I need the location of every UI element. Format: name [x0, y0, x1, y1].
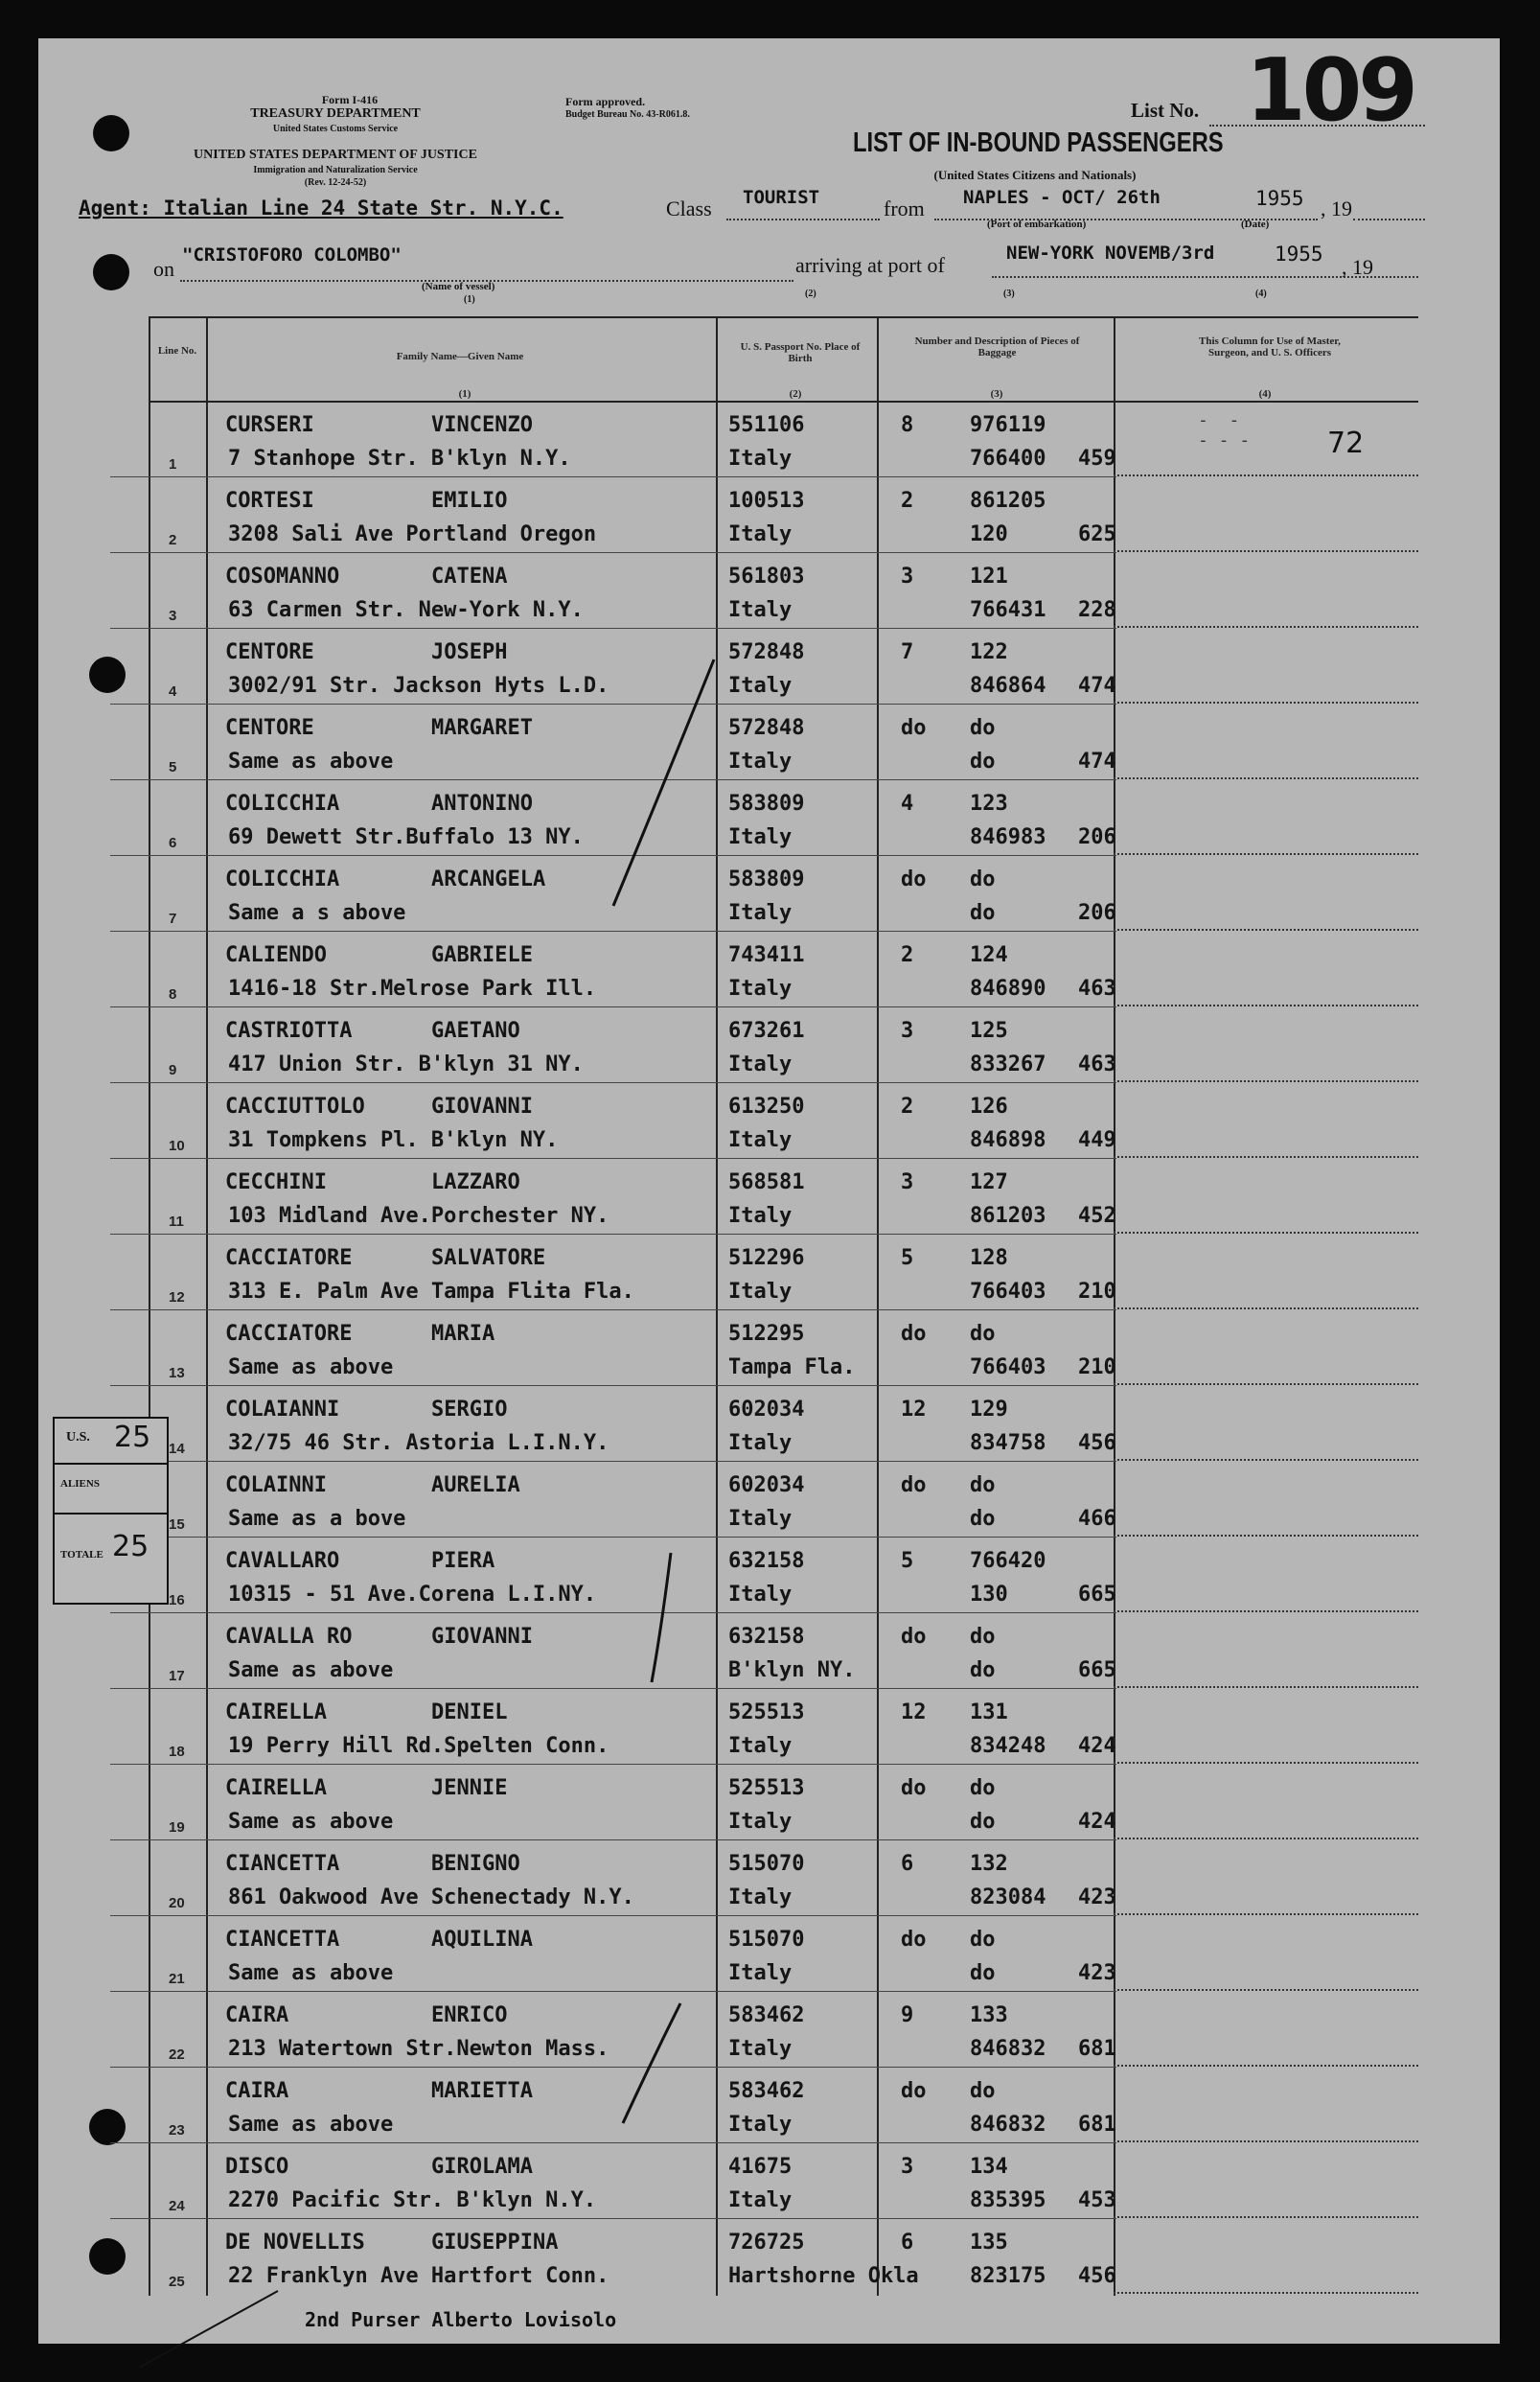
row-given-name: MARIA — [431, 1322, 495, 1346]
row-baggage-tag-2: 846832 — [970, 2037, 1046, 2061]
row-line-number: 11 — [169, 1214, 184, 1230]
row-address: Same as a bove — [228, 1507, 406, 1531]
tally-total-label: TOTALE — [60, 1549, 103, 1561]
customs-service: United States Customs Service — [272, 124, 399, 134]
row-place-of-birth: Italy — [728, 1810, 793, 1834]
row-address: 213 Watertown Str.Newton Mass. — [228, 2037, 609, 2061]
row-given-name: GAETANO — [431, 1019, 520, 1043]
row-line-number: 7 — [169, 911, 177, 927]
row-baggage-tag-1: 861205 — [970, 489, 1046, 513]
row-place-of-birth: Italy — [728, 447, 793, 471]
row-passport-no: 41675 — [728, 2155, 793, 2179]
row-baggage-tag-2: 833267 — [970, 1052, 1046, 1076]
row-address: Same as above — [228, 2113, 394, 2137]
form-number: Form I-416 — [321, 93, 379, 106]
row-baggage-tag-2: 846864 — [970, 674, 1046, 698]
row-line-number: 22 — [169, 2047, 185, 2063]
row-baggage-number: 463 — [1078, 1052, 1116, 1076]
row-baggage-pieces: 2 — [901, 943, 914, 967]
row-baggage-tag-1: 135 — [970, 2231, 1008, 2255]
row-baggage-tag-1: 125 — [970, 1019, 1008, 1043]
row-baggage-number: 424 — [1078, 1810, 1116, 1834]
row-family-name: CENTORE — [225, 640, 314, 664]
row-baggage-tag-2: 834248 — [970, 1734, 1046, 1758]
row-baggage-tag-2: do — [970, 1658, 996, 1682]
row-family-name: COLICCHIA — [225, 792, 340, 816]
row-baggage-tag-1: 126 — [970, 1095, 1008, 1119]
form-title: LIST OF IN-BOUND PASSENGERS — [853, 127, 1224, 158]
row-given-name: EMILIO — [431, 489, 508, 513]
row-baggage-tag-2: 846983 — [970, 825, 1046, 849]
row-family-name: CACCIATORE — [225, 1246, 353, 1270]
row-address: 32/75 46 Str. Astoria L.I.N.Y. — [228, 1431, 609, 1455]
row-line-number: 12 — [169, 1289, 185, 1306]
list-no-label: List No. — [1131, 99, 1200, 122]
row-baggage-pieces: 4 — [901, 792, 914, 816]
row-line-number: 10 — [169, 1138, 185, 1154]
row-passport-no: 726725 — [728, 2231, 805, 2255]
row-baggage-tag-2: 834758 — [970, 1431, 1046, 1455]
row-baggage-tag-2: do — [970, 1961, 996, 1985]
form-approved: Form approved. — [565, 95, 646, 108]
row-baggage-number: 681 — [1078, 2113, 1116, 2137]
row-given-name: GIUSEPPINA — [431, 2231, 559, 2255]
row-passport-no: 572848 — [728, 716, 805, 740]
row-baggage-pieces: 3 — [901, 565, 914, 589]
row-family-name: CECCHINI — [225, 1170, 327, 1194]
header-officers: This Column for Use of Master, Surgeon, and U. S. Officers — [1199, 335, 1341, 358]
row-baggage-pieces: do — [901, 1322, 927, 1346]
row-given-name: ANTONINO — [431, 792, 533, 816]
row-place-of-birth: Italy — [728, 1280, 793, 1304]
row-place-of-birth: B'klyn NY. — [728, 1658, 856, 1682]
row-line-number: 3 — [169, 608, 177, 624]
agent-line: Agent: Italian Line 24 State Str. N.Y.C. — [79, 197, 563, 220]
row-passport-no: 568581 — [728, 1170, 805, 1194]
row-given-name: GIOVANNI — [431, 1625, 533, 1649]
port-embarkation-caption: (Port of embarkation) — [987, 219, 1087, 230]
row-given-name: JOSEPH — [431, 640, 508, 664]
ins-service: Immigration and Naturalization Service — [253, 165, 418, 175]
row-given-name: BENIGNO — [431, 1852, 520, 1876]
row-baggage-pieces: 5 — [901, 1246, 914, 1270]
tally-aliens-label: ALIENS — [60, 1478, 100, 1490]
row-baggage-number: 449 — [1078, 1128, 1116, 1152]
row-baggage-tag-1: 122 — [970, 640, 1008, 664]
row-passport-no: 743411 — [728, 943, 805, 967]
row-address: 22 Franklyn Ave Hartfort Conn. — [228, 2264, 609, 2288]
row-baggage-pieces: do — [901, 1928, 927, 1952]
treasury-department: TREASURY DEPARTMENT — [250, 106, 421, 121]
row-place-of-birth: Tampa Fla. — [728, 1355, 856, 1379]
row-passport-no: 583462 — [728, 2003, 805, 2027]
date-caption: (Date) — [1241, 219, 1270, 230]
row-baggage-tag-2: 766403 — [970, 1280, 1046, 1304]
signature-purser: 2nd Purser Alberto Lovisolo — [305, 2308, 617, 2331]
header-col1: (1) — [458, 388, 471, 400]
row-baggage-number: 463 — [1078, 977, 1116, 1001]
row-place-of-birth: Italy — [728, 2188, 793, 2212]
row-line-number: 4 — [169, 683, 177, 700]
department-of-justice: UNITED STATES DEPARTMENT OF JUSTICE — [194, 148, 477, 162]
row-baggage-tag-2: 130 — [970, 1583, 1008, 1607]
row-address: 3208 Sali Ave Portland Oregon — [228, 522, 597, 546]
row-passport-no: 512295 — [728, 1322, 805, 1346]
row-line-number: 25 — [169, 2274, 185, 2290]
row-family-name: CAVALLA RO — [225, 1625, 353, 1649]
row-baggage-pieces: do — [901, 1625, 927, 1649]
row-address: 63 Carmen Str. New-York N.Y. — [228, 598, 584, 622]
row-family-name: CAIRELLA — [225, 1776, 327, 1800]
row-baggage-number: 206 — [1078, 825, 1116, 849]
row-baggage-pieces: 3 — [901, 2155, 914, 2179]
row-family-name: DE NOVELLIS — [225, 2231, 365, 2255]
row-place-of-birth: Italy — [728, 1961, 793, 1985]
list-number: 109 — [1246, 40, 1414, 141]
row-place-of-birth: Italy — [728, 1052, 793, 1076]
row-family-name: CAIRA — [225, 2003, 289, 2027]
row-family-name: CENTORE — [225, 716, 314, 740]
row-given-name: GIOVANNI — [431, 1095, 533, 1119]
header-baggage: Number and Description of Pieces of Baggage — [914, 335, 1080, 358]
row-baggage-number: 206 — [1078, 901, 1116, 925]
row-passport-no: 551106 — [728, 413, 805, 437]
row-baggage-number: 210 — [1078, 1355, 1116, 1379]
row-baggage-tag-1: 133 — [970, 2003, 1008, 2027]
row-baggage-tag-1: do — [970, 1473, 996, 1497]
row-passport-no: 602034 — [728, 1398, 805, 1422]
row-passport-no: 632158 — [728, 1549, 805, 1573]
row-baggage-tag-2: 766400 — [970, 447, 1046, 471]
row-passport-no: 515070 — [728, 1852, 805, 1876]
row-place-of-birth: Hartshorne Okla — [728, 2264, 919, 2288]
row-address: Same a s above — [228, 901, 406, 925]
row-address: Same as above — [228, 1658, 394, 1682]
row-baggage-number: 665 — [1078, 1583, 1116, 1607]
row-passport-no: 583462 — [728, 2079, 805, 2103]
row-passport-no: 525513 — [728, 1776, 805, 1800]
arriving-label: arriving at port of — [795, 253, 945, 277]
row-baggage-tag-1: 127 — [970, 1170, 1008, 1194]
row-given-name: LAZZARO — [431, 1170, 520, 1194]
row-baggage-number: 228 — [1078, 598, 1116, 622]
vessel-caption: (Name of vessel) — [422, 281, 495, 292]
row-place-of-birth: Italy — [728, 1885, 793, 1909]
row-family-name: COLAINNI — [225, 1473, 327, 1497]
row-baggage-pieces: do — [901, 2079, 927, 2103]
row-passport-no: 613250 — [728, 1095, 805, 1119]
row-baggage-number: 474 — [1078, 750, 1116, 774]
row-baggage-tag-2: 823175 — [970, 2264, 1046, 2288]
row-baggage-tag-2: do — [970, 750, 996, 774]
row-place-of-birth: Italy — [728, 1507, 793, 1531]
tally-us-label: U.S. — [66, 1430, 90, 1445]
row-given-name: MARGARET — [431, 716, 533, 740]
row-passport-no: 572848 — [728, 640, 805, 664]
row-baggage-tag-1: do — [970, 1928, 996, 1952]
row-baggage-number: 459 — [1078, 447, 1116, 471]
row-family-name: CIANCETTA — [225, 1928, 340, 1952]
row-address: 7 Stanhope Str. B'klyn N.Y. — [228, 447, 571, 471]
tally-total-value: 25 — [112, 1530, 149, 1563]
row-family-name: CAVALLARO — [225, 1549, 340, 1573]
row-baggage-tag-1: do — [970, 1322, 996, 1346]
row-given-name: SERGIO — [431, 1398, 508, 1422]
row-baggage-pieces: do — [901, 716, 927, 740]
row-family-name: COLICCHIA — [225, 867, 340, 891]
from-year: 1955 — [1255, 187, 1304, 210]
row-place-of-birth: Italy — [728, 750, 793, 774]
row-given-name: PIERA — [431, 1549, 495, 1573]
on-label: on — [153, 257, 174, 281]
row-given-name: AURELIA — [431, 1473, 520, 1497]
row-baggage-number: 466 — [1078, 1507, 1116, 1531]
row-baggage-pieces: 8 — [901, 413, 914, 437]
row-baggage-tag-1: 131 — [970, 1700, 1008, 1724]
row-place-of-birth: Italy — [728, 977, 793, 1001]
row-baggage-tag-1: do — [970, 2079, 996, 2103]
row-baggage-number: 665 — [1078, 1658, 1116, 1682]
row-line-number: 9 — [169, 1062, 177, 1078]
row-baggage-tag-1: do — [970, 1776, 996, 1800]
row-baggage-number: 456 — [1078, 1431, 1116, 1455]
row-given-name: SALVATORE — [431, 1246, 546, 1270]
row-address: 31 Tompkens Pl. B'klyn NY. — [228, 1128, 559, 1152]
row-place-of-birth: Italy — [728, 825, 793, 849]
row-address: Same as above — [228, 750, 394, 774]
row-given-name: VINCENZO — [431, 413, 533, 437]
row-baggage-number: 210 — [1078, 1280, 1116, 1304]
row-given-name: ARCANGELA — [431, 867, 546, 891]
row-address: 69 Dewett Str.Buffalo 13 NY. — [228, 825, 584, 849]
row-baggage-tag-1: do — [970, 1625, 996, 1649]
header-col4: (4) — [1258, 388, 1272, 400]
row-given-name: GIROLAMA — [431, 2155, 533, 2179]
row-baggage-pieces: 6 — [901, 2231, 914, 2255]
row-family-name: COLAIANNI — [225, 1398, 340, 1422]
row-baggage-tag-2: do — [970, 1810, 996, 1834]
header-col3: (3) — [990, 388, 1003, 400]
row-family-name: CORTESI — [225, 489, 314, 513]
row-place-of-birth: Italy — [728, 1734, 793, 1758]
row-given-name: JENNIE — [431, 1776, 508, 1800]
row-address: Same as above — [228, 1961, 394, 1985]
row-line-number: 21 — [169, 1971, 185, 1987]
row-family-name: CURSERI — [225, 413, 314, 437]
row-baggage-pieces: 2 — [901, 489, 914, 513]
row-family-name: COSOMANNO — [225, 565, 340, 589]
row-family-name: CACCIUTTOLO — [225, 1095, 365, 1119]
row-baggage-pieces: do — [901, 1776, 927, 1800]
row-baggage-tag-1: 129 — [970, 1398, 1008, 1422]
row-given-name: CATENA — [431, 565, 508, 589]
row-passport-no: 100513 — [728, 489, 805, 513]
row-passport-no: 525513 — [728, 1700, 805, 1724]
row-baggage-pieces: 3 — [901, 1170, 914, 1194]
row-line-number: 13 — [169, 1365, 185, 1381]
row-baggage-tag-1: 766420 — [970, 1549, 1046, 1573]
row-passport-no: 515070 — [728, 1928, 805, 1952]
row-passport-no: 561803 — [728, 565, 805, 589]
row-baggage-tag-2: do — [970, 901, 996, 925]
row-line-number: 24 — [169, 2198, 185, 2214]
revision-date: (Rev. 12-24-52) — [304, 177, 367, 188]
row-baggage-tag-1: 132 — [970, 1852, 1008, 1876]
form-subtitle: (United States Citizens and Nationals) — [933, 168, 1137, 182]
row-place-of-birth: Italy — [728, 598, 793, 622]
row-baggage-pieces: do — [901, 867, 927, 891]
row-passport-no: 602034 — [728, 1473, 805, 1497]
row-baggage-tag-2: 846832 — [970, 2113, 1046, 2137]
row-place-of-birth: Italy — [728, 1128, 793, 1152]
row-baggage-pieces: 6 — [901, 1852, 914, 1876]
row-baggage-tag-1: 976119 — [970, 413, 1046, 437]
row-baggage-tag-1: do — [970, 716, 996, 740]
row-address: 417 Union Str. B'klyn 31 NY. — [228, 1052, 584, 1076]
row-place-of-birth: Italy — [728, 1431, 793, 1455]
row-family-name: DISCO — [225, 2155, 289, 2179]
row-address: 103 Midland Ave.Porchester NY. — [228, 1204, 609, 1228]
row-line-number: 16 — [169, 1592, 185, 1608]
row-family-name: CAIRELLA — [225, 1700, 327, 1724]
row-baggage-pieces: 7 — [901, 640, 914, 664]
class-label: Class — [666, 197, 712, 220]
row-line-number: 17 — [169, 1668, 185, 1684]
row-place-of-birth: Italy — [728, 2113, 793, 2137]
row-given-name: GABRIELE — [431, 943, 533, 967]
row-family-name: CALIENDO — [225, 943, 327, 967]
row-line-number: 8 — [169, 986, 177, 1003]
row-baggage-pieces: 9 — [901, 2003, 914, 2027]
row-address: 3002/91 Str. Jackson Hyts L.D. — [228, 674, 609, 698]
officer-note: 72 — [1327, 427, 1365, 460]
from-year-suffix: , 19 — [1321, 197, 1352, 220]
row-passport-no: 673261 — [728, 1019, 805, 1043]
tally-us-value: 25 — [114, 1421, 151, 1454]
row-baggage-tag-1: do — [970, 867, 996, 891]
row-baggage-number: 474 — [1078, 674, 1116, 698]
row-place-of-birth: Italy — [728, 1583, 793, 1607]
row-baggage-tag-2: 861203 — [970, 1204, 1046, 1228]
row-line-number: 18 — [169, 1744, 185, 1760]
row-baggage-tag-1: 124 — [970, 943, 1008, 967]
row-baggage-pieces: do — [901, 1473, 927, 1497]
header-name: Family Name—Given Name — [396, 351, 524, 362]
row-family-name: CIANCETTA — [225, 1852, 340, 1876]
row-line-number: 2 — [169, 532, 177, 548]
row-family-name: CACCIATORE — [225, 1322, 353, 1346]
row-address: Same as above — [228, 1355, 394, 1379]
row-given-name: AQUILINA — [431, 1928, 533, 1952]
embarkation-caption-number: (3) — [1003, 289, 1015, 299]
arrival-year: 1955 — [1275, 243, 1323, 266]
row-line-number: 15 — [169, 1516, 185, 1533]
row-baggage-number: 456 — [1078, 2264, 1116, 2288]
row-baggage-number: 424 — [1078, 1734, 1116, 1758]
header-passport: U. S. Passport No. Place of Birth — [740, 341, 861, 364]
budget-bureau: Budget Bureau No. 43-R061.8. — [565, 109, 690, 120]
row-baggage-tag-1: 134 — [970, 2155, 1008, 2179]
row-place-of-birth: Italy — [728, 674, 793, 698]
row-given-name: ENRICO — [431, 2003, 508, 2027]
row-address: 10315 - 51 Ave.Corena L.I.NY. — [228, 1583, 597, 1607]
row-baggage-pieces: 3 — [901, 1019, 914, 1043]
row-line-number: 5 — [169, 759, 177, 775]
row-baggage-tag-1: 123 — [970, 792, 1008, 816]
row-place-of-birth: Italy — [728, 1204, 793, 1228]
row-family-name: CASTRIOTTA — [225, 1019, 353, 1043]
row-line-number: 14 — [169, 1441, 185, 1457]
row-passport-no: 583809 — [728, 792, 805, 816]
row-baggage-tag-1: 121 — [970, 565, 1008, 589]
vessel-caption-number: (1) — [464, 294, 475, 305]
arrival-year-suffix: , 19 — [1342, 255, 1373, 279]
row-baggage-pieces: 5 — [901, 1549, 914, 1573]
row-line-number: 23 — [169, 2122, 185, 2139]
header-line-no: Line No. — [157, 345, 197, 357]
row-baggage-number: 452 — [1078, 1204, 1116, 1228]
row-baggage-pieces: 12 — [901, 1398, 927, 1422]
row-baggage-number: 423 — [1078, 1961, 1116, 1985]
row-family-name: CAIRA — [225, 2079, 289, 2103]
port-caption-number: (2) — [805, 289, 816, 299]
from-value: NAPLES - OCT/ 26th — [963, 187, 1161, 208]
row-baggage-number: 625 — [1078, 522, 1116, 546]
row-line-number: 19 — [169, 1819, 185, 1836]
arrival-port-date: NEW-YORK NOVEMB/3rd — [1006, 243, 1215, 264]
row-baggage-tag-1: 128 — [970, 1246, 1008, 1270]
row-baggage-pieces: 2 — [901, 1095, 914, 1119]
header-col2: (2) — [789, 388, 802, 400]
class-value: TOURIST — [743, 187, 820, 208]
row-baggage-tag-2: 835395 — [970, 2188, 1046, 2212]
row-line-number: 6 — [169, 835, 177, 851]
row-baggage-tag-2: 846898 — [970, 1128, 1046, 1152]
row-place-of-birth: Italy — [728, 901, 793, 925]
row-baggage-tag-2: 766403 — [970, 1355, 1046, 1379]
row-baggage-number: 681 — [1078, 2037, 1116, 2061]
row-given-name: DENIEL — [431, 1700, 508, 1724]
row-baggage-tag-2: do — [970, 1507, 996, 1531]
row-baggage-number: 423 — [1078, 1885, 1116, 1909]
vessel-name: "CRISTOFORO COLOMBO" — [182, 244, 402, 266]
row-line-number: 1 — [169, 456, 177, 473]
row-baggage-tag-2: 823084 — [970, 1885, 1046, 1909]
row-address: 2270 Pacific Str. B'klyn N.Y. — [228, 2188, 597, 2212]
row-passport-no: 512296 — [728, 1246, 805, 1270]
row-passport-no: 583809 — [728, 867, 805, 891]
row-place-of-birth: Italy — [728, 2037, 793, 2061]
date-caption-number: (4) — [1255, 289, 1267, 299]
row-address: 861 Oakwood Ave Schenectady N.Y. — [228, 1885, 634, 1909]
row-address: 313 E. Palm Ave Tampa Flita Fla. — [228, 1280, 634, 1304]
row-given-name: MARIETTA — [431, 2079, 533, 2103]
row-place-of-birth: Italy — [728, 522, 793, 546]
row-baggage-tag-2: 846890 — [970, 977, 1046, 1001]
row-baggage-tag-2: 120 — [970, 522, 1008, 546]
row-baggage-pieces: 12 — [901, 1700, 927, 1724]
row-address: Same as above — [228, 1810, 394, 1834]
officer-dashes: - - - - - — [1198, 410, 1251, 451]
row-address: 19 Perry Hill Rd.Spelten Conn. — [228, 1734, 609, 1758]
row-baggage-tag-2: 766431 — [970, 598, 1046, 622]
from-label: from — [884, 197, 925, 220]
row-passport-no: 632158 — [728, 1625, 805, 1649]
row-line-number: 20 — [169, 1895, 185, 1911]
row-address: 1416-18 Str.Melrose Park Ill. — [228, 977, 597, 1001]
row-baggage-number: 453 — [1078, 2188, 1116, 2212]
